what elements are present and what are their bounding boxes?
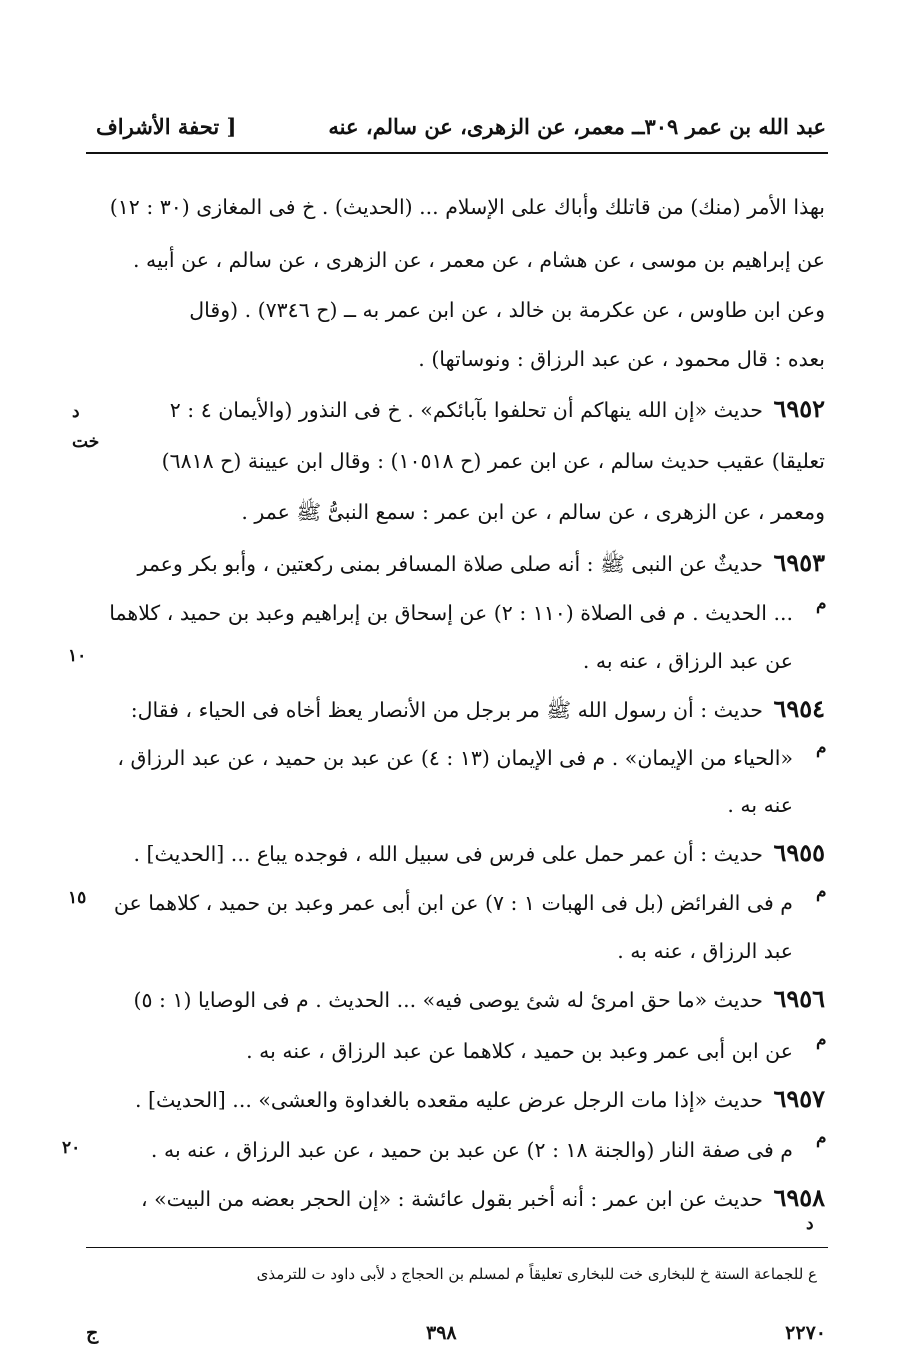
text-line: «الحياء من الإيمان» . م فى الإيمان (١٣ : ٤) عن عبد بن حميد ، عن عبد الرزاق ، xyxy=(117,746,793,770)
line-number: ٢٠ xyxy=(62,1138,81,1158)
margin-siglum-m: م xyxy=(816,882,827,902)
hadith-entry-line xyxy=(133,838,825,869)
hadith-entry-line xyxy=(131,694,825,725)
footnote-rule xyxy=(86,1247,828,1248)
text-line: وعن ابن طاوس ، عن عكرمة بن خالد ، عن ابن عمر به ــ (ح ٧٣٤٦) . (وقال xyxy=(189,298,825,322)
margin-siglum-m: م xyxy=(816,1030,827,1050)
text-run: حديثٌ عن النبى ﷺ : أنه صلى صلاة المسافر بمنى ركعتين ، وأبو بكر وعمر xyxy=(137,552,763,576)
hadith-number: ٦٩٥٥ xyxy=(773,838,825,867)
text-run: حديث «إن الله ينهاكم أن تحلفوا بآبائكم» . خ فى النذور (والأيمان ٤ : ٢ xyxy=(169,398,763,422)
hadith-entry-line xyxy=(138,548,825,579)
text-line: ومعمر ، عن الزهرى ، عن سالم ، عن ابن عمر : سمع النبىُّ ﷺ عمر . xyxy=(241,500,825,524)
text-line: عن عبد الرزاق ، عنه به . xyxy=(582,649,793,673)
text-run: حديث «ما حق امرئ له شئ يوصى فيه» ... الحديث . م فى الوصايا (١ : ٥) xyxy=(133,988,763,1012)
hadith-entry-line xyxy=(133,984,825,1015)
header-right-title: عبد الله بن عمر ٣٠٩ــ معمر، عن الزهرى، عن سالم، عنه xyxy=(328,113,826,139)
hadith-number: ٦٩٥٨ xyxy=(773,1183,825,1212)
text-run: حديث : أن عمر حمل على فرس فى سبيل الله ، فوجده يباع ... [الحديث] . xyxy=(133,842,763,866)
header-rule xyxy=(86,152,828,154)
text-line: عنه به . xyxy=(727,793,793,817)
margin-siglum-kht: خت xyxy=(72,432,100,452)
hadith-number: ٦٩٥٤ xyxy=(773,694,825,723)
margin-siglum-m: م xyxy=(816,1128,827,1148)
running-header xyxy=(96,104,826,148)
hadith-number: ٦٩٥٧ xyxy=(773,1084,825,1113)
abbreviation-key: ع للجماعة الستة خ للبخارى خت للبخارى تعليقاً م لمسلم بن الحجاج د لأبى داود ت للترمذى xyxy=(256,1265,817,1283)
text-line: عبد الرزاق ، عنه به . xyxy=(617,939,793,963)
text-line: عن ابن أبى عمر وعبد بن حميد ، كلاهما عن عبد الرزاق ، عنه به . xyxy=(246,1039,793,1063)
page-footer xyxy=(86,1322,826,1352)
hadith-number: ٦٩٥٦ xyxy=(773,984,825,1013)
serial-number: ٢٢٧٠ xyxy=(785,1322,826,1344)
hadith-entry-line xyxy=(135,1084,825,1115)
page-number: ٣٩٨ xyxy=(426,1322,457,1344)
text-line: بهذا الأمر (منك) من قاتلك وأباك على الإسلام ... (الحديث) . خ فى المغازى (٣٠ : ١٢) xyxy=(109,195,825,219)
text-line: م فى الفرائض (بل فى الهبات ١ : ٧) عن ابن أبى عمر وعبد بن حميد ، كلاهما عن xyxy=(113,891,793,915)
line-number: ١٠ xyxy=(68,646,87,666)
line-number: ١٥ xyxy=(68,888,87,908)
hadith-entry-line xyxy=(141,1183,825,1214)
margin-siglum-m: م xyxy=(816,738,827,758)
header-left-title: [ تحفة الأشراف xyxy=(96,113,237,139)
text-line: بعده : قال محمود ، عن عبد الرزاق : ونوساتها) . xyxy=(418,347,825,371)
margin-siglum-d: د xyxy=(72,402,80,422)
volume-letter: ج xyxy=(86,1322,99,1344)
margin-siglum-m: م xyxy=(816,594,827,614)
margin-siglum-d: د xyxy=(806,1214,814,1234)
hadith-number: ٦٩٥٣ xyxy=(773,548,825,577)
hadith-number: ٦٩٥٢ xyxy=(773,394,825,423)
text-line: ... الحديث . م فى الصلاة (١١٠ : ٢) عن إسحاق بن إبراهيم وعبد بن حميد ، كلاهما xyxy=(109,601,793,625)
text-line: عن إبراهيم بن موسى ، عن هشام ، عن معمر ، عن الزهرى ، عن سالم ، عن أبيه . xyxy=(132,248,825,272)
text-run: حديث : أن رسول الله ﷺ مر برجل من الأنصار يعظ أخاه فى الحياء ، فقال: xyxy=(130,698,763,722)
text-run: حديث عن ابن عمر : أنه أخبر بقول عائشة : «إن الحجر بعضه من البيت» ، xyxy=(140,1187,763,1211)
text-line: تعليقا) عقيب حديث سالم ، عن ابن عمر (ح ١٠٥١٨) : وقال ابن عيينة (ح ٦٨١٨) xyxy=(161,449,825,473)
text-line: م فى صفة النار (والجنة ١٨ : ٢) عن عبد بن حميد ، عن عبد الرزاق ، عنه به . xyxy=(150,1138,793,1162)
text-run: حديث «إذا مات الرجل عرض عليه مقعده بالغداوة والعشى» ... [الحديث] . xyxy=(134,1088,763,1112)
hadith-entry-line xyxy=(170,394,825,425)
